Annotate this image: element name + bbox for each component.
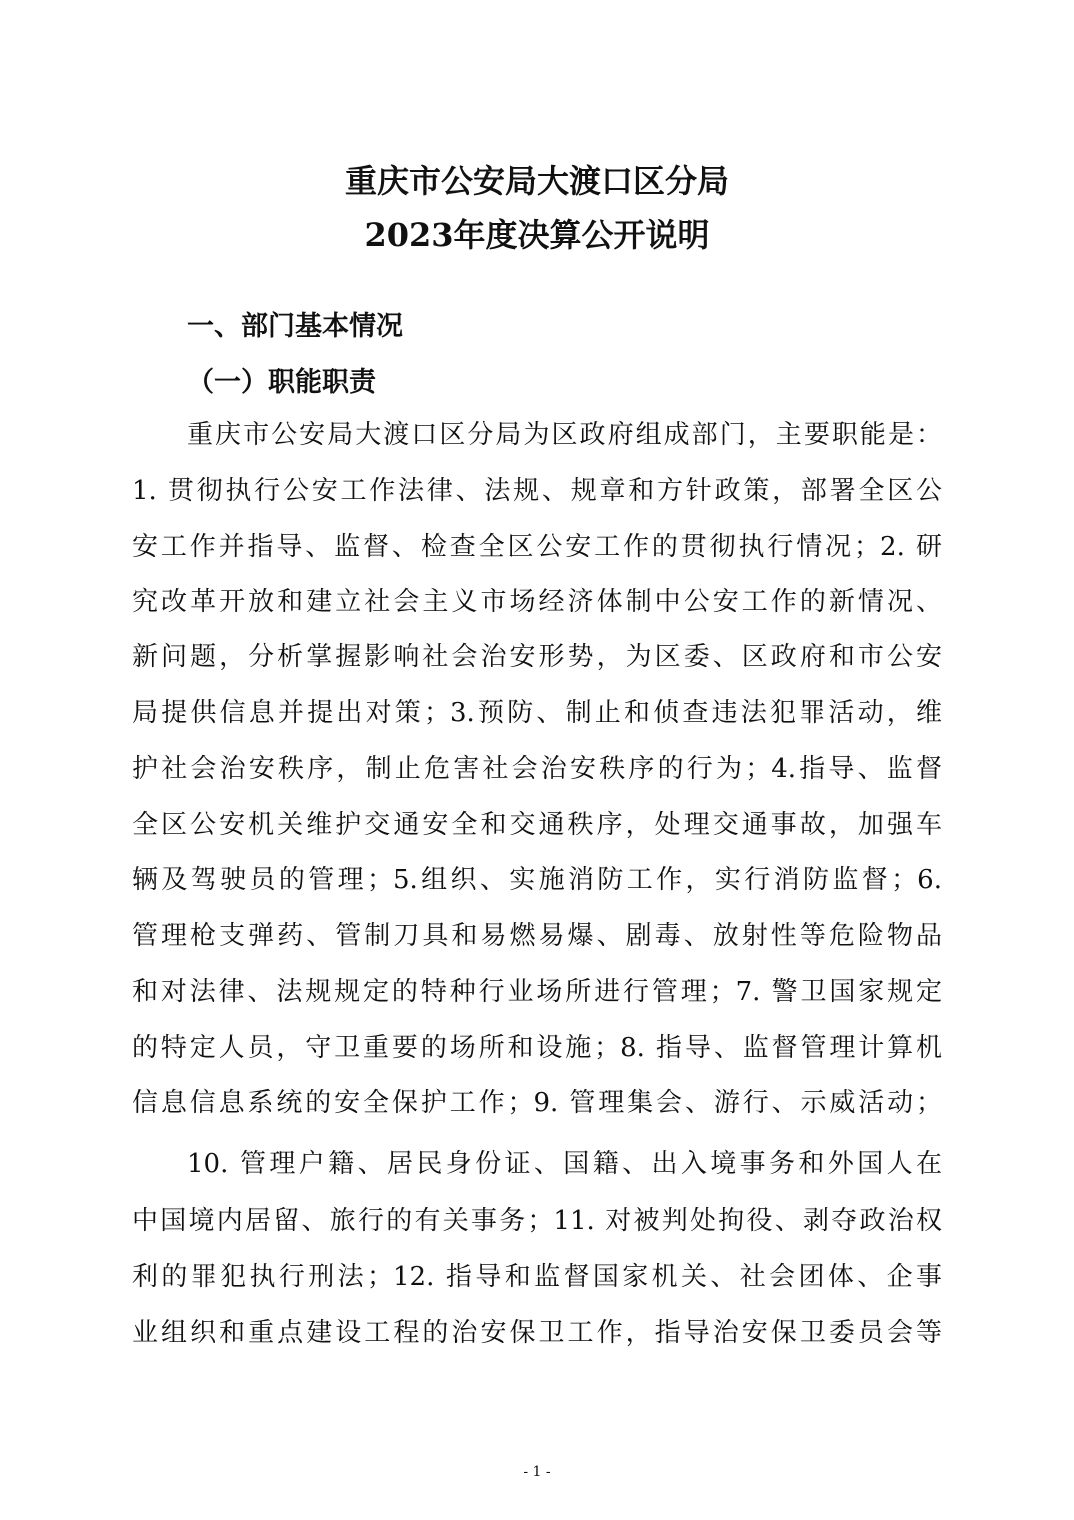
- text-line: 护社会治安秩序，制止危害社会治安秩序的行为；4.指导、监督: [132, 754, 942, 784]
- document-title-line2: 2023年度决算公开说明: [364, 216, 710, 254]
- text-line: 管理枪支弹药、管制刀具和易燃易爆、剧毒、放射性等危险物品: [132, 921, 942, 951]
- text-line: 业组织和重点建设工程的治安保卫工作，指导治安保卫委员会等: [132, 1318, 942, 1348]
- text-line: 中国境内居留、旅行的有关事务；11. 对被判处拘役、剥夺政治权: [132, 1206, 942, 1236]
- text-line: 辆及驾驶员的管理；5.组织、实施消防工作，实行消防监督；6.: [132, 865, 942, 895]
- text-line: 局提供信息并提出对策；3.预防、制止和侦查违法犯罪活动，维: [132, 698, 942, 728]
- text-line: 10. 管理户籍、居民身份证、国籍、出入境事务和外国人在: [187, 1149, 942, 1179]
- section-heading: 一、部门基本情况: [187, 311, 403, 342]
- text-line: 信息信息系统的安全保护工作；9. 管理集会、游行、示威活动；: [132, 1088, 942, 1118]
- document-title-line1: 重庆市公安局大渡口区分局: [344, 162, 729, 200]
- text-line: 的特定人员，守卫重要的场所和设施；8. 指导、监督管理计算机: [132, 1033, 942, 1063]
- text-line: 安工作并指导、监督、检查全区公安工作的贯彻执行情况；2. 研: [132, 532, 942, 562]
- text-line: 全区公安机关维护交通安全和交通秩序，处理交通事故，加强车: [132, 810, 942, 840]
- page-number: - 1 -: [523, 1464, 551, 1480]
- text-line: 新问题，分析掌握影响社会治安形势，为区委、区政府和市公安: [132, 642, 942, 672]
- text-line: 重庆市公安局大渡口区分局为区政府组成部门，主要职能是：: [187, 420, 942, 450]
- text-line: 1. 贯彻执行公安工作法律、法规、规章和方针政策，部署全区公: [132, 476, 942, 506]
- text-line: 利的罪犯执行刑法；12. 指导和监督国家机关、社会团体、企事: [132, 1262, 942, 1292]
- text-line: 和对法律、法规规定的特种行业场所进行管理；7. 警卫国家规定: [132, 977, 942, 1007]
- subsection-heading: （一）职能职责: [187, 367, 376, 398]
- text-line: 究改革开放和建立社会主义市场经济体制中公安工作的新情况、: [132, 587, 942, 617]
